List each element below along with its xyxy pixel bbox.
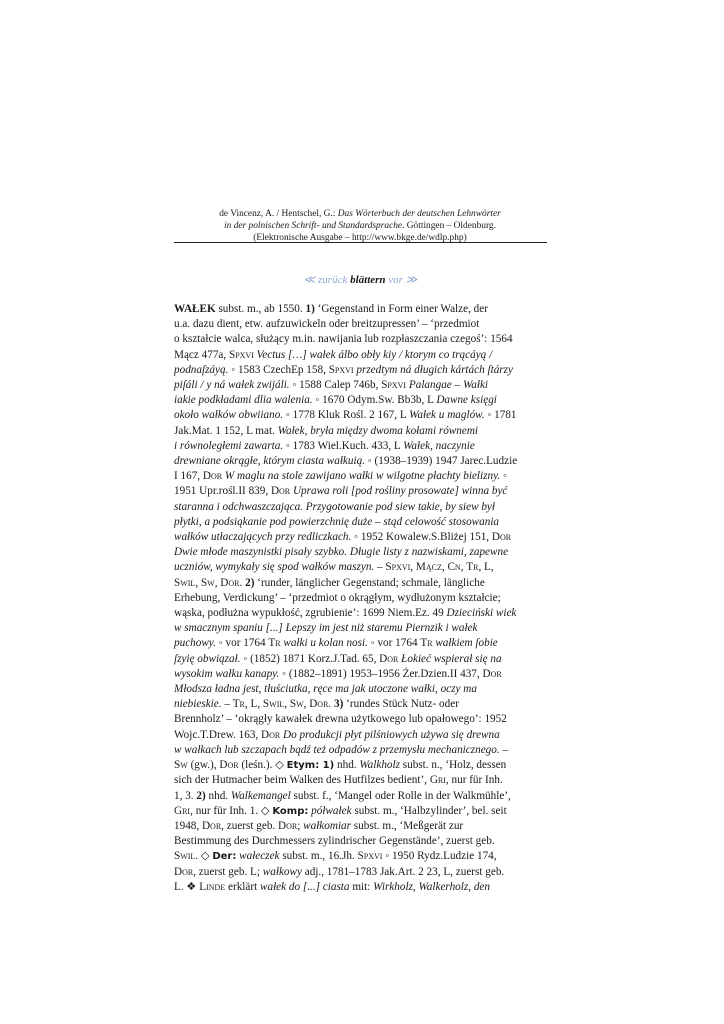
entry-text: subst. m., ‘Meßgerät zur: [351, 819, 464, 832]
entry-text: –: [221, 698, 233, 711]
header-divider: [174, 242, 547, 243]
entry-text: ,: [284, 698, 290, 711]
entry-text: L. ❖: [174, 880, 200, 893]
quotation-text: iakie podkładami dlia walenia.: [174, 394, 313, 407]
entry-text: ◦ 1950 Rydz.Ludzie 174,: [382, 850, 497, 863]
quotation-text: Dawne księgi: [436, 394, 497, 407]
entry-text: I 167,: [174, 470, 203, 483]
source-abbreviation: Sw: [174, 759, 188, 772]
entry-line: [174, 439, 550, 454]
source-abbreviation: Swil: [174, 576, 196, 589]
quotation-text: drewniane okrągłe, którym ciasta wałkuią.: [174, 455, 365, 468]
entry-line: [174, 302, 550, 317]
quotation-text: wałkiem ſobie: [435, 637, 498, 650]
quotation-text: W maglu na stole zawijano wałki w wilgotne płachty bielizny.: [224, 470, 501, 483]
entry-text: wąska, podłużna wypukłość, zgrubienie’: 1699 Niem.Ez. 49: [174, 607, 447, 620]
entry-text: sich der Hutmacher beim Walken des Hutfilzes bedient’,: [174, 774, 430, 787]
source-abbreviation: Linde: [199, 880, 226, 893]
headword-or-sense-number: 1): [305, 303, 315, 315]
source-abbreviation: Tr: [232, 698, 245, 711]
entry-text: u.a. dazu dient, etw. aufzuwickeln oder breitzupressen’ – ‘przedmiot: [174, 318, 480, 331]
entry-line: [174, 621, 550, 636]
entry-text: adj., 1781–1783 Jak.Art. 2 23, L, zuerst geb.: [301, 865, 505, 878]
entry-line: [174, 865, 550, 880]
quotation-text: wałkomiar: [303, 819, 351, 832]
entry-text: Jak.Mat. 1 152, L mat.: [174, 424, 278, 437]
entry-text: ‘rundes Stück Nutz- oder: [343, 698, 459, 711]
headword-or-sense-number: 2): [245, 576, 255, 589]
entry-text: Erhebung, Verdickung’ – ‘przedmiot o okrągłym, wydłużonym kształcie;: [174, 591, 501, 604]
entry-text: –: [499, 743, 509, 756]
entry-line: [174, 530, 550, 545]
source-abbreviation: Dor: [309, 698, 329, 711]
source-abbreviation: Sw: [289, 698, 304, 711]
quotation-text: Dzieciński wiek: [446, 607, 517, 620]
entry-text: subst. m., 16.Jh.: [279, 850, 358, 863]
entry-text: ◦ (1852) 1871 Korz.J.Tad. 65,: [240, 652, 380, 665]
quotation-text: podnaſzáyą.: [174, 363, 229, 376]
entry-text: .: [328, 698, 335, 711]
section-label: Etym: 1): [286, 760, 335, 772]
entry-text: (gw.),: [187, 759, 220, 772]
citation-publisher: . Göttingen – Oldenburg.: [402, 220, 496, 231]
entry-line: [174, 682, 550, 697]
headword-or-sense-number: WAŁEK: [174, 303, 216, 315]
quotation-text: wałki u kolan nosi.: [283, 637, 368, 650]
headword-or-sense-number: 3): [334, 698, 344, 711]
entry-text: subst. n., ‘Holz, dessen: [399, 759, 507, 772]
entry-text: Brennholz’ – ‘okrągły kawałek drewna użytkowego lub opałowego’: 1952: [174, 713, 507, 726]
entry-text: (leśn.). ◇: [238, 759, 287, 772]
entry-text: , L,: [478, 561, 494, 574]
entry-line: [174, 378, 550, 393]
source-abbreviation: Dor: [219, 759, 239, 772]
source-abbreviation: Dor: [201, 819, 222, 832]
section-label: Komp:: [272, 805, 309, 817]
citation-title: Das Wörterbuch der deutschen Lehnwörter: [337, 209, 501, 219]
quotation-text: w wałkach lub szczapach bądź też odpadów z przemysłu mechanicznego.: [174, 743, 500, 756]
quotation-text: wysokim wałku kanapy.: [174, 667, 280, 680]
entry-line: [174, 408, 550, 423]
entry-text: ,: [460, 561, 467, 574]
entry-text: ‘Gegenstand in Form einer Walze, der: [314, 303, 488, 315]
entry-line: [174, 317, 550, 332]
entry-text: mit:: [349, 880, 374, 893]
source-abbreviation: Gri: [429, 774, 446, 787]
entry-line: [174, 484, 550, 499]
entry-text: Mącz 477a,: [174, 348, 229, 361]
entry-line: [174, 545, 550, 560]
entry-line: [174, 469, 550, 484]
entry-text: .: [239, 576, 246, 589]
quotation-text: przedtym ná długich kártách ſtárzy: [356, 363, 513, 376]
entry-text: ,: [410, 561, 416, 574]
entry-text: 1948,: [174, 819, 202, 832]
quotation-text: Palangae – Wałki: [408, 379, 489, 392]
dictionary-entry: [174, 302, 550, 895]
entry-line: [174, 728, 550, 743]
source-abbreviation: Cn: [447, 561, 461, 574]
entry-line: [174, 591, 550, 606]
quotation-text: Walkholz: [359, 759, 400, 772]
citation-line-1: [174, 209, 546, 221]
entry-text: o kształcie walca, służący m.in. nawijania lub rozpłaszczania czegoś’: 1564: [174, 333, 513, 346]
entry-line: [174, 667, 550, 682]
citation-line-3: (Elektronische Ausgabe – http://www.bkge.de/wdlp.php): [253, 232, 467, 243]
entry-text: ◦ (1882–1891) 1953–1956 Żer.Dzien.II 437,: [279, 667, 483, 680]
entry-line: [174, 560, 550, 575]
source-abbreviation: Dor: [482, 667, 502, 680]
quotation-text: Uprawa roli [pod rośliny prosowate] winna być: [292, 485, 508, 498]
quotation-text: niebieskie.: [174, 698, 222, 711]
quotation-text: płytki, a podsiąkanie pod powierzchnię duże – stąd celowość stosowania: [174, 515, 500, 528]
entry-line: [174, 636, 550, 651]
source-abbreviation: Dor: [202, 470, 223, 483]
entry-line: [174, 834, 550, 849]
entry-text: ◦ vor 1764: [215, 637, 269, 650]
entry-text: Bestimmung des Durchmessers zylindrischer Gegenstände’, zuerst geb.: [174, 835, 495, 848]
entry-text: subst. m., ‘Halbzylinder’, bel. seit: [351, 804, 507, 817]
source-abbreviation: Dor: [261, 728, 281, 741]
quotation-text: wałków utłaczających przy redliczkach.: [174, 531, 352, 544]
entry-text: ◦ 1588 Calep 746b,: [289, 379, 382, 392]
quotation-text: około wałków obwiiano.: [174, 409, 284, 422]
quotation-text: wałek do [...] ciasta: [260, 880, 350, 893]
quotation-text: Walkemangel: [230, 789, 291, 802]
source-abbreviation: Dor: [220, 576, 240, 589]
source-abbreviation: Dor: [491, 531, 512, 544]
entry-text: ,: [195, 576, 201, 589]
entry-text: ◦ 1670 Odym.Sw. Bb3b, L: [312, 394, 437, 407]
entry-text: ;: [297, 819, 304, 832]
entry-line: [174, 758, 550, 773]
quotation-text: uczniów, wymykały się spod wałków maszyn.: [174, 561, 375, 574]
back-link[interactable]: [304, 274, 348, 286]
quotation-text: wałkowy: [262, 865, 302, 878]
entry-text: , nur für Inh.: [445, 774, 503, 787]
back-label: zurück: [318, 274, 348, 286]
entry-text: –: [374, 561, 386, 574]
entry-line: [174, 332, 550, 347]
entry-line: [174, 773, 550, 788]
entry-line: [174, 348, 550, 363]
page-navigation: [174, 273, 547, 286]
entry-line: [174, 576, 550, 591]
section-label: Der:: [212, 851, 237, 863]
entry-text: 1951 Upr.rośl.II 839,: [174, 485, 271, 498]
entry-line: [174, 789, 550, 804]
entry-text: ◦ 1583 CzechEp 158,: [228, 363, 329, 376]
source-abbreviation: Dor: [270, 485, 291, 498]
entry-text: ,: [303, 698, 310, 711]
entry-line: [174, 849, 550, 864]
source-abbreviation: Tr: [466, 561, 479, 574]
entry-line: [174, 652, 550, 667]
entry-line: [174, 804, 550, 819]
citation-header: [174, 209, 546, 244]
entry-text: ,: [441, 561, 448, 574]
double-right-arrow-icon: ≫: [405, 274, 418, 286]
entry-text: ,: [214, 576, 221, 589]
entry-text: ◦ 1781: [484, 409, 517, 422]
entry-text: ◦ 1783 Wiel.Kuch. 433, L: [283, 439, 404, 452]
entry-line: [174, 500, 550, 515]
source-abbreviation: Spxvi: [328, 363, 354, 376]
entry-line: [174, 697, 550, 712]
quotation-text: i równoległemi zawarta.: [174, 439, 284, 452]
source-abbreviation: Gri: [174, 804, 191, 817]
citation-line-2: [174, 221, 546, 233]
quotation-text: Łokieć wspierał się na: [401, 652, 502, 665]
quotation-text: w smacznym spaniu [...] Lepszy im jest niż staremu Piernzik i wałek: [174, 622, 478, 635]
quotation-text: puchowy.: [174, 637, 216, 650]
entry-line: [174, 393, 550, 408]
entry-text: nhd.: [334, 759, 360, 772]
entry-line: [174, 743, 550, 758]
quotation-text: Wirkholz, Walkerholz, den: [373, 880, 490, 893]
next-link[interactable]: [388, 274, 417, 286]
entry-text: ‘runder, länglicher Gegenstand; schmale, längliche: [254, 576, 485, 589]
quotation-text: piſáli / y ná wałek zwijáli.: [174, 379, 290, 392]
entry-text: ◦ (1938–1939) 1947 Jarec.Ludzie: [365, 455, 518, 468]
entry-text: , nur für Inh. 1. ◇: [190, 804, 273, 817]
source-abbreviation: Dor: [174, 865, 194, 878]
source-abbreviation: Swil: [174, 850, 196, 863]
source-abbreviation: Mącz: [415, 561, 442, 574]
source-abbreviation: Spxvi: [381, 379, 407, 392]
entry-text: erklärt: [225, 880, 261, 893]
source-abbreviation: Swil: [262, 698, 285, 711]
entry-text: subst. m., ab 1550.: [215, 303, 306, 315]
entry-text: 1, 3.: [174, 789, 197, 802]
entry-text: ◦ 1952 Kowalew.S.Bliżej 151,: [351, 531, 492, 544]
quotation-text: Vectus […] wałek álbo obły kiy / ktorym co trącáyą /: [256, 348, 493, 361]
quotation-text: ſzyię obwiązał.: [174, 652, 241, 665]
entry-text: ◦: [500, 470, 507, 483]
entry-line: [174, 454, 550, 469]
quotation-text: wałeczek: [239, 850, 280, 863]
entry-line: [174, 424, 550, 439]
quotation-text: Do produkcji płyt pilśniowych używa się drewna: [283, 728, 500, 741]
quotation-text: Wałek, naczynie: [403, 439, 475, 452]
entry-text: , zuerst geb. L;: [193, 865, 263, 878]
entry-line: [174, 515, 550, 530]
entry-line: [174, 819, 550, 834]
quotation-text: Wałek u maglów.: [409, 409, 485, 422]
citation-authors: de Vincenz, A. / Hentschel, G.:: [219, 209, 338, 219]
entry-line: [174, 712, 550, 727]
source-abbreviation: Tr: [420, 637, 433, 650]
entry-text: , L,: [244, 698, 263, 711]
entry-text: . ◇: [195, 850, 213, 863]
quotation-text: Wałek, bryła między dwoma kołami równemi: [277, 424, 479, 437]
entry-text: subst. f., ‘Mangel oder Rolle in der Walkmühle’,: [290, 789, 511, 802]
entry-text: nhd.: [205, 789, 231, 802]
headword-or-sense-number: 2): [196, 789, 206, 802]
quotation-text: Dwie młode maszynistki pisały szybko. Długie listy z nazwiskami, zapewne: [174, 546, 509, 559]
source-abbreviation: Spxvi: [357, 850, 383, 863]
source-abbreviation: Dor: [379, 652, 399, 665]
entry-text: ◦ 1778 Kluk Rośl. 2 167, L: [283, 409, 410, 422]
quotation-text: półwałek: [311, 804, 352, 817]
source-abbreviation: Sw: [200, 576, 215, 589]
citation-title-cont: in der polnischen Schrift- und Standardsprache: [224, 220, 403, 231]
next-label: vor: [388, 274, 403, 286]
source-abbreviation: Tr: [268, 637, 281, 650]
source-abbreviation: Spxvi: [385, 561, 411, 574]
entry-line: [174, 880, 550, 895]
entry-text: Wojc.T.Drew. 163,: [174, 728, 262, 741]
entry-line: [174, 363, 550, 378]
quotation-text: staranna i odchwaszczająca. Przygotowanie pod siew takie, by siew był: [174, 500, 495, 513]
entry-text: ◦ vor 1764: [367, 637, 421, 650]
quotation-text: Młodsza ładna jest, tłuściutka, ręce ma jak utoczone wałki, oczy ma: [174, 683, 477, 696]
entry-text: , zuerst geb.: [221, 819, 279, 832]
double-left-arrow-icon: ≪: [303, 274, 316, 286]
browse-label: blättern: [350, 274, 386, 286]
source-abbreviation: Dor: [278, 819, 298, 832]
entry-line: [174, 606, 550, 621]
source-abbreviation: Spxvi: [228, 348, 254, 361]
